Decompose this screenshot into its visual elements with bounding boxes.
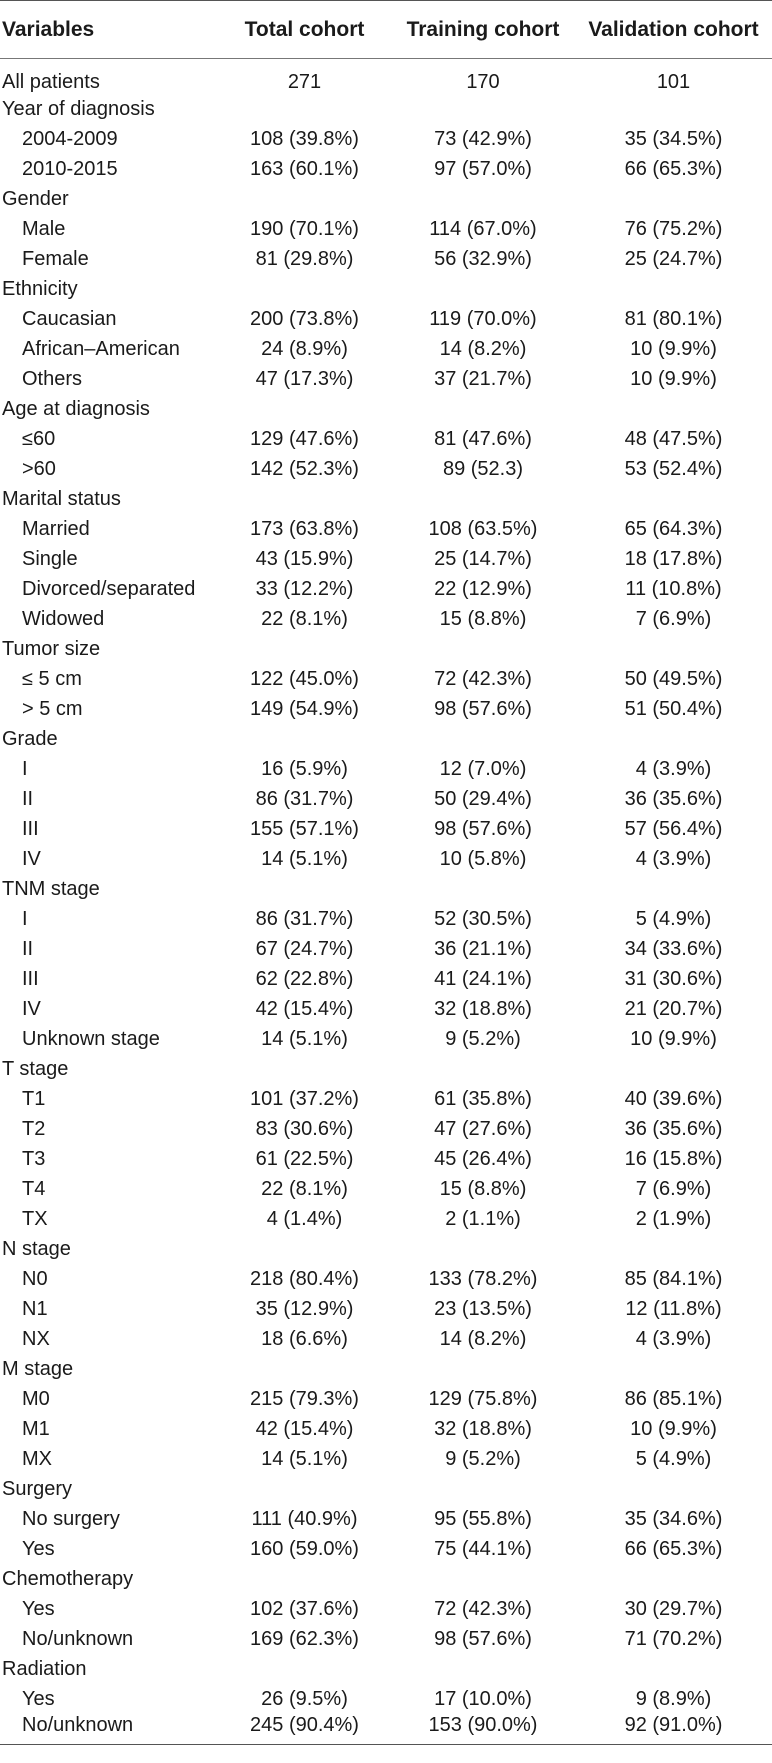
cell-training: 114 (67.0%) [429, 217, 537, 240]
cell-training: 12 (7.0%) [439, 757, 527, 780]
table-group-row [0, 1054, 772, 1084]
cell-validation: 51 (50.4%) [624, 697, 723, 720]
cell-total: 163 (60.1%) [250, 157, 359, 180]
cell-training: 56 (32.9%) [434, 247, 532, 270]
cell-training: 14 (8.2%) [439, 337, 527, 360]
cell-total: 61 (22.5%) [255, 1147, 354, 1170]
cell-total: 42 (15.4%) [255, 1417, 354, 1440]
cell-validation: 57 (56.4%) [624, 817, 723, 840]
table-row [0, 1684, 772, 1714]
cell-training: 10 (5.8%) [439, 847, 527, 870]
group-label: Marital status [2, 487, 121, 510]
table-row [0, 514, 772, 544]
table-row [0, 244, 772, 274]
group-label: Gender [2, 187, 69, 210]
cell-total: 35 (12.9%) [255, 1297, 354, 1320]
cell-validation: 5 (4.9%) [635, 907, 712, 930]
cell-total: 142 (52.3%) [250, 457, 359, 480]
cell-validation: 12 (11.8%) [625, 1297, 722, 1320]
table-row [0, 1594, 772, 1624]
cell-training: 14 (8.2%) [439, 1327, 527, 1350]
row-label: T4 [22, 1177, 46, 1200]
cell-total: 102 (37.6%) [250, 1597, 359, 1620]
cell-validation: 10 (9.9%) [630, 1027, 717, 1050]
table-row [0, 1084, 772, 1114]
cell-total: 122 (45.0%) [250, 667, 359, 690]
cell-validation: 35 (34.6%) [624, 1507, 723, 1530]
cell-total: 4 (1.4%) [266, 1207, 343, 1230]
cell-total: 24 (8.9%) [261, 337, 348, 360]
table-row [0, 1294, 772, 1324]
row-label: 2010-2015 [22, 157, 118, 180]
cell-total: 129 (47.6%) [250, 427, 359, 450]
row-label: 2004-2009 [22, 127, 118, 150]
table-group-row [0, 724, 772, 754]
row-label: II [22, 787, 34, 810]
table-body [0, 59, 772, 1745]
cell-validation: 36 (35.6%) [624, 1117, 723, 1140]
cell-training: 153 (90.0%) [391, 1714, 575, 1744]
row-label: ≤60 [22, 427, 56, 450]
row-label: Unknown stage [22, 1027, 160, 1050]
cell-validation: 65 (64.3%) [624, 517, 723, 540]
row-label: N0 [22, 1267, 48, 1290]
table-row [0, 1324, 772, 1354]
cell-validation: 4 (3.9%) [635, 847, 712, 870]
cell-validation: 30 (29.7%) [624, 1597, 723, 1620]
row-label: MX [22, 1447, 52, 1470]
cell-total: 33 (12.2%) [255, 577, 354, 600]
cell-validation: 31 (30.6%) [624, 967, 723, 990]
cell-validation: 76 (75.2%) [624, 217, 723, 240]
cell-total: 101 (37.2%) [250, 1087, 359, 1110]
table-row [0, 1534, 772, 1564]
table-group-row [0, 394, 772, 424]
cell-training: 98 (57.6%) [434, 1627, 532, 1650]
table-row [0, 934, 772, 964]
cell-total: 14 (5.1%) [261, 1447, 348, 1470]
row-label: III [22, 817, 39, 840]
cell-training: 41 (24.1%) [434, 967, 532, 990]
table-row [0, 334, 772, 364]
row-label: Yes [22, 1687, 55, 1710]
row-label: T1 [22, 1087, 46, 1110]
cell-validation: 16 (15.8%) [624, 1147, 723, 1170]
cell-validation: 85 (84.1%) [624, 1267, 723, 1290]
table-row [0, 1144, 772, 1174]
cell-validation: 18 (17.8%) [624, 547, 723, 570]
cell-validation: 7 (6.9%) [635, 607, 712, 630]
cell-validation: 10 (9.9%) [630, 337, 717, 360]
table-row [0, 1114, 772, 1144]
cell-total: 215 (79.3%) [250, 1387, 359, 1410]
table-row [0, 59, 772, 95]
cell-validation: 86 (85.1%) [624, 1387, 723, 1410]
cell-validation: 53 (52.4%) [624, 457, 723, 480]
table-row [0, 1204, 772, 1234]
cell-total: 22 (8.1%) [261, 1177, 348, 1200]
row-label: T3 [22, 1147, 46, 1170]
table-row [0, 604, 772, 634]
cell-total: 43 (15.9%) [255, 547, 354, 570]
row-label: IV [22, 847, 41, 870]
group-label: Ethnicity [2, 277, 78, 300]
table-row [0, 1414, 772, 1444]
cell-training: 129 (75.8%) [428, 1387, 538, 1410]
cell-total: 86 (31.7%) [255, 787, 354, 810]
cell-total: 14 (5.1%) [261, 847, 348, 870]
table-group-row [0, 184, 772, 214]
group-label: Chemotherapy [2, 1567, 134, 1590]
table-row [0, 904, 772, 934]
cell-validation: 9 (8.9%) [635, 1687, 712, 1710]
cell-validation: 36 (35.6%) [624, 787, 723, 810]
cell-total: 155 (57.1%) [250, 817, 359, 840]
row-label: Widowed [22, 607, 105, 630]
table-row [0, 574, 772, 604]
row-label: No/unknown [22, 1627, 134, 1650]
cell-total: 83 (30.6%) [255, 1117, 354, 1140]
cell-total: 47 (17.3%) [255, 367, 354, 390]
row-label: Caucasian [22, 307, 117, 330]
cell-training: 170 [466, 71, 500, 93]
cell-total: 245 (90.4%) [218, 1714, 391, 1744]
group-label: T stage [2, 1057, 69, 1080]
cell-validation: 50 (49.5%) [624, 667, 723, 690]
cell-training: 9 (5.2%) [445, 1447, 521, 1470]
row-label: Male [22, 217, 66, 240]
cell-total: 42 (15.4%) [255, 997, 354, 1020]
cell-training: 47 (27.6%) [434, 1117, 532, 1140]
table-row [0, 844, 772, 874]
cell-validation: 25 (24.7%) [624, 247, 723, 270]
row-label: ≤ 5 cm [22, 667, 82, 690]
cell-total: 149 (54.9%) [250, 697, 359, 720]
table-group-row [0, 274, 772, 304]
cell-total: 16 (5.9%) [261, 757, 348, 780]
table-group-row [0, 1654, 772, 1684]
cell-training: 2 (1.1%) [445, 1207, 521, 1230]
cell-training: 15 (8.8%) [439, 607, 527, 630]
table-row [0, 964, 772, 994]
table-group-row [0, 94, 772, 124]
table-row [0, 1714, 772, 1744]
table-row [0, 1024, 772, 1054]
cell-training: 133 (78.2%) [428, 1267, 538, 1290]
cell-training: 95 (55.8%) [434, 1507, 532, 1530]
cell-total: 169 (62.3%) [250, 1627, 359, 1650]
cell-total: 86 (31.7%) [255, 907, 354, 930]
header-training-cohort: Training cohort [391, 1, 575, 59]
table-row [0, 784, 772, 814]
table-row [0, 1264, 772, 1294]
cell-validation: 66 (65.3%) [624, 1537, 723, 1560]
row-label: No surgery [22, 1507, 120, 1530]
table-row [0, 1624, 772, 1654]
cell-training: 52 (30.5%) [434, 907, 532, 930]
cell-training: 37 (21.7%) [434, 367, 532, 390]
row-label: Others [22, 367, 83, 390]
header-validation-cohort: Validation cohort [575, 1, 772, 59]
row-label: III [22, 967, 39, 990]
row-label: > 5 cm [22, 697, 83, 720]
table-header [0, 1, 772, 59]
row-label: II [22, 937, 34, 960]
row-label: N1 [22, 1297, 48, 1320]
row-label: Single [22, 547, 78, 570]
cell-training: 72 (42.3%) [434, 667, 532, 690]
table-row [0, 814, 772, 844]
cell-validation: 7 (6.9%) [635, 1177, 712, 1200]
cell-training: 22 (12.9%) [434, 577, 532, 600]
cell-training: 98 (57.6%) [434, 697, 532, 720]
cell-validation: 4 (3.9%) [635, 1327, 712, 1350]
row-label: Female [22, 247, 89, 270]
group-label: Radiation [2, 1657, 87, 1680]
header-total-cohort: Total cohort [218, 1, 391, 59]
cell-training: 61 (35.8%) [434, 1087, 532, 1110]
table-row [0, 154, 772, 184]
cell-total: 67 (24.7%) [255, 937, 354, 960]
cell-validation: 10 (9.9%) [630, 1417, 717, 1440]
row-label: M0 [22, 1387, 50, 1410]
table-row [0, 544, 772, 574]
table-group-row [0, 874, 772, 904]
table-row [0, 304, 772, 334]
table-row [0, 994, 772, 1024]
cell-validation: 40 (39.6%) [624, 1087, 723, 1110]
group-label: Grade [2, 727, 58, 750]
cell-total: 26 (9.5%) [261, 1687, 348, 1710]
cell-training: 32 (18.8%) [434, 997, 532, 1020]
group-label: M stage [2, 1357, 74, 1380]
row-label: >60 [22, 457, 56, 480]
cell-validation: 101 [656, 71, 691, 93]
row-label: Yes [22, 1537, 55, 1560]
row-label: IV [22, 997, 41, 1020]
cell-total: 111 (40.9%) [251, 1507, 358, 1530]
cell-training: 15 (8.8%) [439, 1177, 527, 1200]
cell-validation: 34 (33.6%) [624, 937, 723, 960]
cell-total: 218 (80.4%) [250, 1267, 359, 1290]
row-label: NX [22, 1327, 50, 1350]
header-variables: Variables [0, 1, 218, 59]
cell-training: 36 (21.1%) [434, 937, 532, 960]
cell-total: 18 (6.6%) [261, 1327, 348, 1350]
table-row [0, 124, 772, 154]
row-label: African–American [22, 337, 180, 360]
table-row [0, 664, 772, 694]
table-row [0, 1174, 772, 1204]
cell-training: 75 (44.1%) [434, 1537, 532, 1560]
cell-total: 271 [287, 71, 322, 93]
cell-training: 50 (29.4%) [434, 787, 532, 810]
table-group-row [0, 1474, 772, 1504]
row-label: Divorced/separated [22, 577, 196, 600]
cell-total: 14 (5.1%) [261, 1027, 348, 1050]
group-label: TNM stage [2, 877, 100, 900]
row-label: T2 [22, 1117, 46, 1140]
row-label: All patients [2, 71, 100, 93]
row-label: No/unknown [0, 1714, 218, 1744]
group-label: Surgery [2, 1477, 73, 1500]
cell-validation: 2 (1.9%) [635, 1207, 712, 1230]
cell-training: 23 (13.5%) [434, 1297, 532, 1320]
cell-validation: 81 (80.1%) [624, 307, 723, 330]
table-row [0, 694, 772, 724]
group-label: Age at diagnosis [2, 397, 150, 420]
table-row [0, 1384, 772, 1414]
cell-training: 73 (42.9%) [434, 127, 532, 150]
table-row [0, 424, 772, 454]
cell-total: 173 (63.8%) [250, 517, 359, 540]
table-row [0, 754, 772, 784]
cell-training: 32 (18.8%) [434, 1417, 532, 1440]
cell-training: 81 (47.6%) [434, 427, 532, 450]
cell-total: 190 (70.1%) [250, 217, 359, 240]
cell-total: 160 (59.0%) [250, 1537, 359, 1560]
cell-total: 22 (8.1%) [261, 607, 348, 630]
table-row [0, 214, 772, 244]
cell-validation: 48 (47.5%) [624, 427, 723, 450]
cell-training: 72 (42.3%) [434, 1597, 532, 1620]
cell-validation: 35 (34.5%) [624, 127, 723, 150]
cell-training: 25 (14.7%) [434, 547, 532, 570]
table-row [0, 364, 772, 394]
row-label: Yes [22, 1597, 55, 1620]
cell-validation: 4 (3.9%) [635, 757, 712, 780]
cell-validation: 92 (91.0%) [575, 1714, 772, 1744]
cell-validation: 10 (9.9%) [630, 367, 717, 390]
table-group-row [0, 1564, 772, 1594]
group-label: Tumor size [2, 637, 101, 660]
table-group-row [0, 1234, 772, 1264]
group-label: Year of diagnosis [2, 97, 155, 120]
row-label: Married [22, 517, 90, 540]
cell-validation: 11 (10.8%) [625, 577, 722, 600]
table-row [0, 454, 772, 484]
row-label: I [22, 907, 28, 930]
cell-training: 98 (57.6%) [434, 817, 532, 840]
cell-validation: 71 (70.2%) [624, 1627, 723, 1650]
table-group-row [0, 634, 772, 664]
cell-training: 9 (5.2%) [445, 1027, 521, 1050]
cell-validation: 5 (4.9%) [635, 1447, 712, 1470]
cell-total: 200 (73.8%) [250, 307, 359, 330]
table-group-row [0, 1354, 772, 1384]
cell-training: 97 (57.0%) [434, 157, 532, 180]
cell-validation: 21 (20.7%) [624, 997, 723, 1020]
cell-validation: 66 (65.3%) [624, 157, 723, 180]
cell-total: 108 (39.8%) [250, 127, 359, 150]
group-label: N stage [2, 1237, 71, 1260]
row-label: I [22, 757, 28, 780]
header-row [0, 1, 772, 59]
cell-total: 62 (22.8%) [255, 967, 354, 990]
row-label: M1 [22, 1417, 50, 1440]
cell-total: 81 (29.8%) [255, 247, 354, 270]
cell-training: 45 (26.4%) [434, 1147, 532, 1170]
cell-training: 108 (63.5%) [428, 517, 538, 540]
cell-training: 119 (70.0%) [429, 307, 537, 330]
cell-training: 89 (52.3) [442, 457, 524, 480]
table-group-row [0, 484, 772, 514]
cell-training: 17 (10.0%) [434, 1687, 532, 1710]
table-row [0, 1504, 772, 1534]
table-row [0, 1444, 772, 1474]
row-label: TX [22, 1207, 48, 1230]
